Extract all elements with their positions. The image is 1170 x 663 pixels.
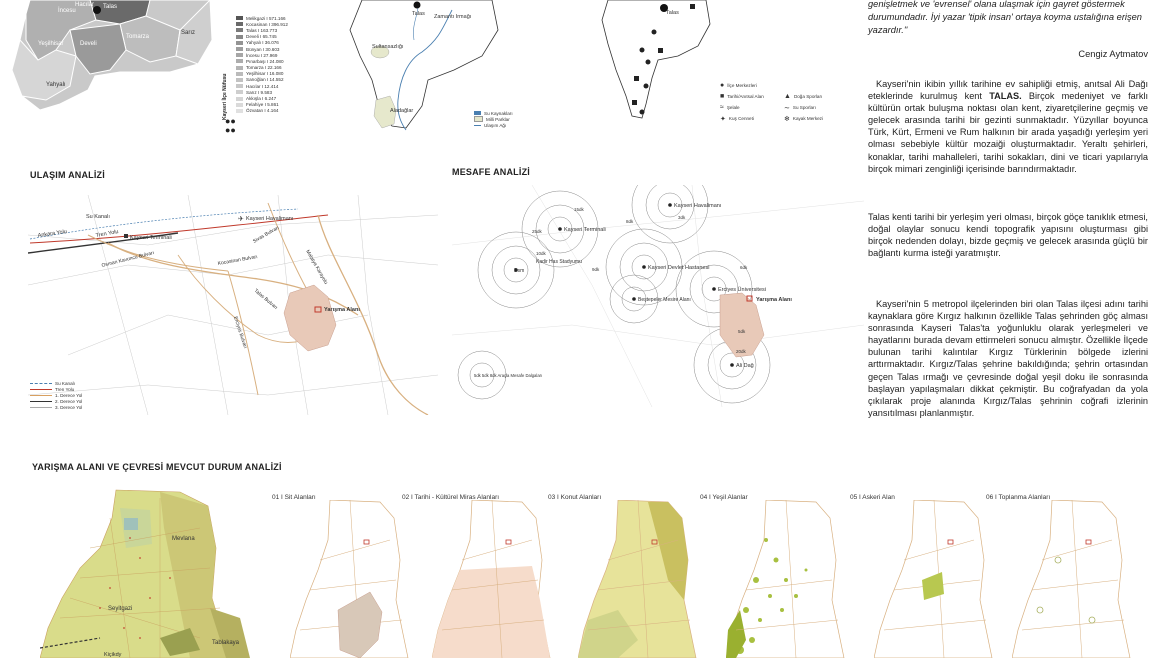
nature-label-talas: Talas bbox=[412, 11, 425, 17]
legend-label: Su Sporları bbox=[792, 105, 816, 110]
distance-label-alidag: Ali Dağ bbox=[736, 363, 754, 369]
district-yesilhisar: Yeşilhisar bbox=[38, 41, 64, 47]
legend-label: Su Kanalı bbox=[55, 380, 75, 386]
transport-label-malatya: Malatya Karayolu bbox=[304, 249, 329, 286]
transport-label-kocasinan: Kocasinan Bulvarı bbox=[217, 254, 259, 267]
legend-label: Tomarza I 22.166 bbox=[246, 65, 282, 71]
nature-label-sultansazligi: Sultansazlığı bbox=[372, 44, 404, 50]
thumb-map-2 bbox=[432, 500, 560, 658]
district-tomarza: Tomarza bbox=[126, 34, 150, 40]
transport-map bbox=[28, 195, 438, 415]
legend-label: İncesu I 27.969 bbox=[246, 52, 278, 58]
nature-legend bbox=[474, 110, 513, 129]
population-legend-title bbox=[222, 74, 228, 120]
legend-label: Pınarbaşı I 24.080 bbox=[246, 58, 284, 64]
transport-map-svg bbox=[28, 195, 438, 415]
legend-row bbox=[474, 122, 513, 128]
district-incesu: İncesu bbox=[58, 8, 76, 14]
transport-label-terminal: Kayseri Terminali bbox=[130, 235, 172, 241]
legend-row bbox=[784, 113, 848, 124]
thumb-map-6 bbox=[1012, 500, 1140, 658]
thumb-title-2: 02 I Tarihi - Kültürel Miras Alanları bbox=[402, 494, 500, 501]
legend-label: Hacılar I 12.414 bbox=[246, 83, 279, 89]
thumb-map-2-svg bbox=[432, 500, 560, 658]
thumb-map-3-svg bbox=[578, 500, 706, 658]
airplane-icon: ✈ bbox=[238, 216, 244, 223]
quote-text: genişletmek ve 'evrensel' olana ulaşmak için gayret göstermek durumundadır. İyi yazar 'tipik insan' ortaya koyma ustalığına erişen yazardır.'' bbox=[868, 0, 1142, 35]
site-label-mevlana: Mevlana bbox=[172, 536, 195, 542]
legend-label: Ulaşım Ağı bbox=[484, 122, 507, 128]
time-label: 15dk bbox=[574, 207, 584, 212]
transport-label-osman: Osman Kavuncu Bulvarı bbox=[101, 250, 155, 269]
district-sariz: Sarız bbox=[181, 30, 196, 36]
thumb-title-4: 04 I Yeşil Alanlar bbox=[700, 494, 748, 501]
paragraph-1-start: Kayseri'nin ikibin yıllık tarihine ev sahipliği etmiş, anıtsal Ali Dağı eteklerinde kurulmuş kent bbox=[868, 79, 1148, 102]
district-develi: Develi bbox=[80, 41, 97, 47]
person-icon: ●● bbox=[225, 116, 236, 126]
person-icon: ●● bbox=[225, 125, 236, 135]
distance-label-bestepeler: Beştepeler Mesire Alanı bbox=[638, 297, 691, 303]
population-title: Kayseri İlçe Nüfusu bbox=[222, 73, 228, 120]
district-hacilar: Hacılar bbox=[75, 2, 95, 8]
paragraph-3: Kayseri'nin 5 metropol ilçelerinden biri olan Talas ilçesi adını tarihi kaynaklara göre Kırgız halkının özellikle Talas şehrinden göç alması sonrasında Kayseri Talas'ta yoğunluklu olarak yerleşmeleri ve hayatlarını burada devam ettirmeleri sonucu almıştır. Özellikle İlçede bulunan tarihi kalıntılar Kırgız Türklerinin bölgede izlerini arttırmaktadır. Kırgız/Talas şehrine bakıldığında; şehrin ortasından geçen Talas ırmağı ve çevresinde doğal yeşil doku ile sonrasında başlayan yapılaşmaları dikkat çekmiştir. Bu coğrafyadan da yola çıkılarak proje alanında Kırgız/Talas şehrinin coğrafi izlerinin yansıtılması planlanmıştır. bbox=[868, 299, 1148, 418]
tourism-map-svg bbox=[598, 0, 718, 130]
site-label-kicikdy: Kiçikdy bbox=[104, 652, 122, 658]
legend-row bbox=[30, 405, 82, 411]
legend-label: Sarıoğlan I 14.552 bbox=[246, 77, 284, 83]
transport-label-erciyes: Erciyes Bulvarı bbox=[232, 315, 249, 350]
site-label-tablakaya: Tablakaya bbox=[212, 640, 240, 646]
legend-label: Tren Yolu bbox=[55, 386, 75, 392]
ski-icon: ❄ bbox=[784, 115, 790, 123]
transport-label-ankara: Ankara Yolu bbox=[37, 228, 68, 239]
quote-author: Cengiz Aytmatov bbox=[1078, 49, 1148, 59]
nature-label-river: Zamantı Irmağı bbox=[434, 14, 472, 20]
transport-label-site: Yarışma Alanı bbox=[324, 307, 360, 313]
distance-label-airport: Kayseri Havalimanı bbox=[674, 203, 722, 209]
time-label: 5dk bbox=[738, 329, 746, 334]
legend-label: Akkışla I 6.247 bbox=[246, 96, 277, 102]
paragraph-1-bold: TALAS. bbox=[989, 91, 1022, 102]
distance-label-stadium: Kadir Has Stadyumu bbox=[536, 259, 582, 265]
monument-icon: ■ bbox=[720, 93, 725, 100]
distance-map bbox=[452, 185, 864, 407]
legend-label: Develi I 65.745 bbox=[246, 34, 277, 40]
transport-legend bbox=[30, 380, 82, 411]
legend-row bbox=[720, 91, 784, 102]
thumb-map-3 bbox=[578, 500, 706, 658]
legend-row bbox=[784, 102, 848, 113]
legend-label: Kocasinan I 396.912 bbox=[246, 21, 288, 27]
transport-title: ULAŞIM ANALİZİ bbox=[30, 170, 105, 180]
thumb-map-1 bbox=[290, 500, 418, 658]
thumb-title-3: 03 I Konut Alanları bbox=[548, 494, 602, 501]
thumb-title-6: 06 I Toplanma Alanları bbox=[986, 494, 1051, 501]
thumb-map-1-svg bbox=[290, 500, 418, 658]
population-map-svg bbox=[0, 0, 232, 150]
site-main-map bbox=[40, 488, 265, 658]
thumb-map-4-svg bbox=[726, 500, 854, 658]
time-label: 10dk bbox=[536, 251, 546, 256]
legend-label: Melikgazi I 571.166 bbox=[246, 15, 286, 21]
legend-label: Kayak Merkezi bbox=[792, 116, 823, 121]
legend-label: Sarız I 9.583 bbox=[246, 89, 273, 95]
transport-label-su-kanali: Su Kanalı bbox=[86, 214, 110, 220]
legend-label: 3. Derece Yol bbox=[55, 405, 83, 411]
legend-row bbox=[474, 116, 513, 122]
legend-label: Yeşilhisar I 16.080 bbox=[246, 71, 284, 77]
bird-icon: ✦ bbox=[720, 115, 726, 123]
population-legend-list bbox=[236, 15, 316, 114]
distance-legend: 5dk 5dk 8dk Araçla Mesafe Dalgaları bbox=[474, 373, 543, 378]
district-yahyali: Yahyalı bbox=[46, 82, 66, 88]
tourism-map bbox=[598, 0, 718, 130]
tourism-legend bbox=[720, 80, 850, 124]
legend-row bbox=[720, 102, 784, 113]
distance-label-university: Erciyes Üniversitesi bbox=[718, 287, 766, 293]
legend-row bbox=[784, 91, 848, 102]
swimming-icon: ∼ bbox=[784, 104, 790, 112]
time-label: 6dk bbox=[740, 265, 748, 270]
paragraph-2: Talas kenti tarihi bir yerleşim yeri olması, birçok göçe tanıklık etmesi, doğal olaylar sonucu kendi topografik yapısını oluşturması gibi birçok nedenden dolayı, bizde geçmiş ve gelecek arasında güçlü bir bağlantı kurma isteği yaratmıştır. bbox=[868, 212, 1148, 259]
legend-label: Felahiye I 5.861 bbox=[246, 102, 279, 108]
district-talas: Talas bbox=[103, 4, 118, 10]
time-label: 3dk bbox=[678, 215, 686, 220]
legend-row bbox=[236, 108, 316, 114]
transport-label-talas-bulvari: Talas Bulvarı bbox=[252, 287, 279, 311]
tourism-label-talas: Talas bbox=[666, 10, 679, 16]
transport-label-tren: Tren Yolu bbox=[95, 229, 120, 239]
legend-label: Şelale bbox=[726, 105, 740, 110]
time-label: 8dk bbox=[626, 219, 634, 224]
legend-label: Talas I 163.773 bbox=[246, 27, 278, 33]
distance-label-hospital: Kayseri Devlet Hastanesi bbox=[648, 265, 710, 271]
site-main-map-svg bbox=[40, 488, 265, 658]
legend-label: Doğa Sporları bbox=[793, 94, 823, 99]
thumb-map-6-svg bbox=[1012, 500, 1140, 658]
legend-label: Yahyalı I 36.076 bbox=[246, 40, 279, 46]
paragraph-1 bbox=[868, 78, 1148, 175]
distance-rings bbox=[458, 185, 770, 403]
dot-icon: ● bbox=[720, 82, 725, 89]
legend-label: Su Kaynakları bbox=[484, 110, 513, 116]
legend-row bbox=[720, 113, 784, 124]
thumb-title-1: 01 I Sit Alanları bbox=[272, 494, 316, 501]
time-label: 9dk bbox=[592, 267, 600, 272]
waterfall-icon: ≈ bbox=[720, 104, 724, 111]
thumb-map-5 bbox=[874, 500, 1002, 658]
hiking-icon: ▲ bbox=[784, 93, 791, 100]
population-map bbox=[0, 0, 232, 150]
distance-title: MESAFE ANALİZİ bbox=[452, 167, 530, 177]
time-label: 25dk bbox=[532, 229, 542, 234]
legend-label: 1. Derece Yol bbox=[55, 392, 83, 398]
thumb-map-5-svg bbox=[874, 500, 1002, 658]
legend-label: Özvatan I 4.164 bbox=[246, 108, 279, 114]
legend-label: Kuş Cenneti bbox=[728, 116, 754, 121]
site-label-seyitgazi: Seyitgazi bbox=[108, 606, 133, 612]
distance-label-terminal: Kayseri Terminali bbox=[564, 227, 606, 233]
legend-label: İlçe Merkezleri bbox=[727, 83, 757, 88]
distance-label-site: Yarışma Alanı bbox=[756, 297, 792, 303]
time-label: 20dk bbox=[736, 349, 746, 354]
legend-label: Milli Parklar bbox=[486, 116, 510, 122]
paragraph-1-rest: Birçok medeniyet ve farklı kültürün ortak buluşma noktası olan kent, ziyaretçilerine geçmiş ve gelecek arasında tarihi bir gezinti sunmaktadır. Yüzyıllar boyunca Türk, Kürt, Ermeni ve Rum halkının bir arada yaşadığı yerleşim yeri olması sebebiyle kültür mozaiği oluşturmaktadır. Yeraltı şehirleri, konaklar, tarihi mahalleleri, tarihi sokakları, dini ve ticari yapılarıyla birçok mimari zenginliği içerisinde barındırmaktadır. bbox=[868, 91, 1149, 174]
transport-label-sivas: Sivas Bulvarı bbox=[252, 224, 281, 245]
legend-label: Bünyan I 30.603 bbox=[246, 46, 280, 52]
legend-row bbox=[720, 80, 784, 91]
thumb-map-4 bbox=[726, 500, 854, 658]
site-title: YARIŞMA ALANI VE ÇEVRESİ MEVCUT DURUM ANALİZİ bbox=[32, 462, 282, 472]
legend-label: Tarihi/Anıtsal Alan bbox=[727, 94, 764, 99]
thumb-title-5: 05 I Askeri Alan bbox=[850, 494, 895, 501]
nature-label-aladaglar: Aladağlar bbox=[390, 108, 414, 114]
distance-label-dsm: Dsm bbox=[514, 268, 525, 274]
transport-label-airport: Kayseri Havalimanı bbox=[246, 216, 294, 222]
distance-map-svg bbox=[452, 185, 864, 407]
legend-label: 2. Derece Yol bbox=[55, 399, 83, 405]
